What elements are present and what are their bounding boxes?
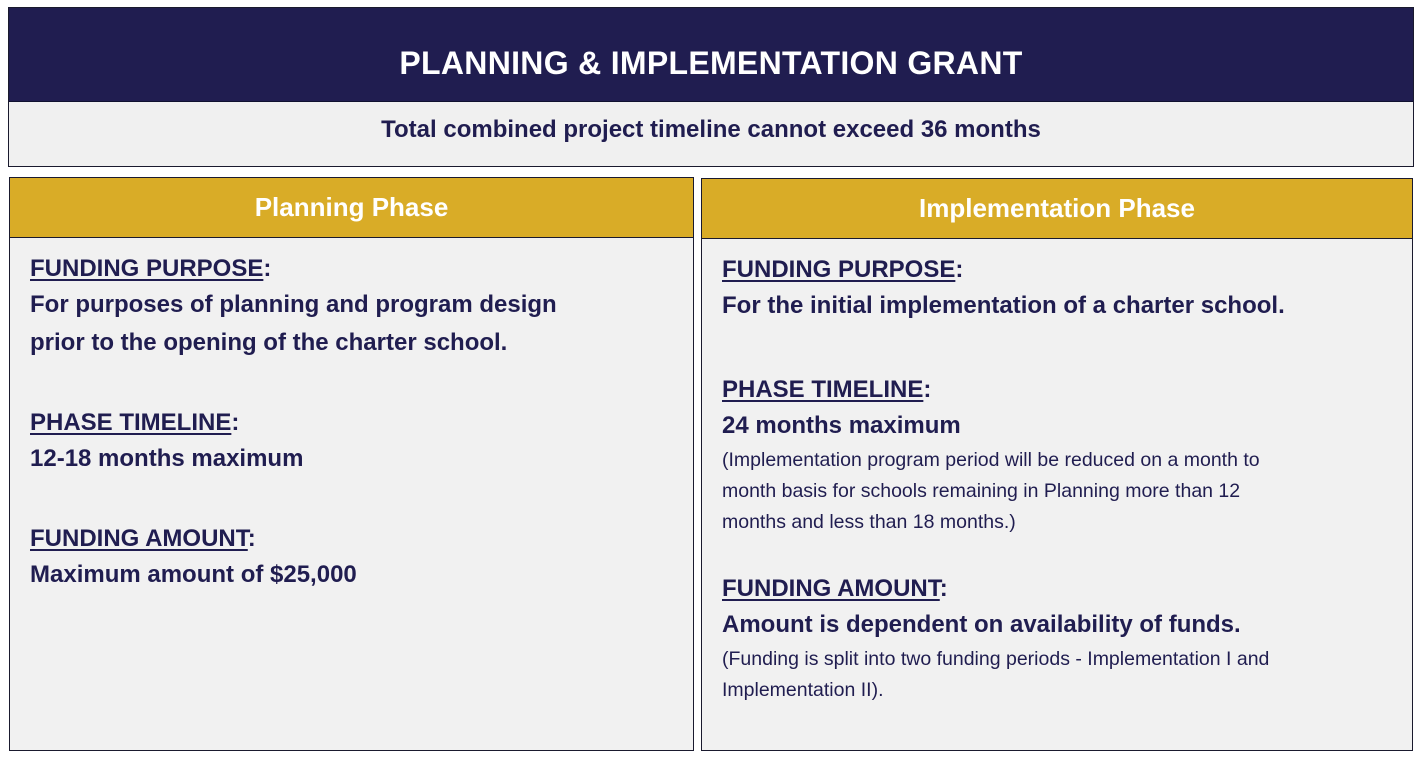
planning-phase-header [10,178,693,238]
label-colon: : [263,255,272,282]
phase-timeline-label [30,406,673,440]
phase-timeline-value: 12-18 months maximum [30,445,304,472]
funding-amount-label-text: FUNDING AMOUNT [722,575,940,602]
phase-timeline-note-line: months and less than 18 months.) [722,511,1016,533]
funding-amount-value: Amount is dependent on availability of funds. [722,611,1241,638]
funding-purpose-value-line: For purposes of planning and program design [30,291,557,318]
phase-timeline-label [722,373,1392,407]
page-title: PLANNING & IMPLEMENTATION GRANT [399,45,1023,81]
label-colon: : [231,409,240,436]
planning-phase-body [10,238,693,594]
implementation-phase-title: Implementation Phase [919,193,1195,223]
spacer [30,478,673,522]
label-colon: : [923,376,932,403]
funding-purpose-value-line: prior to the opening of the charter school. [30,329,508,356]
grant-header-box [8,7,1414,167]
spacer [722,538,1392,572]
implementation-phase-body [702,239,1412,706]
spacer [30,362,673,406]
funding-amount-label-text: FUNDING AMOUNT [30,525,248,552]
phase-timeline-label-text: PHASE TIMELINE [30,409,232,436]
label-colon: : [939,575,948,602]
phase-timeline-label-text: PHASE TIMELINE [722,376,924,403]
timeline-limit-note: Total combined project timeline cannot exceed 36 months [381,116,1041,143]
planning-phase-title: Planning Phase [254,192,449,222]
label-colon: : [955,256,964,283]
funding-purpose-label [722,253,1392,287]
phase-timeline-value: 24 months maximum [722,412,961,439]
phase-timeline-note-line: (Implementation program period will be reduced on a month to [722,449,1260,471]
funding-purpose-label-text: FUNDING PURPOSE [722,256,956,283]
funding-purpose-label-text: FUNDING PURPOSE [30,255,264,282]
title-band [9,8,1413,102]
funding-amount-note-line: (Funding is split into two funding periods - Implementation I and [722,648,1270,670]
implementation-phase-header [702,179,1412,239]
subtitle-band [9,102,1413,166]
label-colon: : [247,525,256,552]
planning-phase-panel [9,177,694,751]
funding-amount-note-line: Implementation II). [722,679,884,701]
funding-purpose-label [30,252,673,286]
implementation-phase-panel [701,178,1413,751]
funding-amount-label [722,572,1392,606]
funding-amount-label [30,522,673,556]
funding-purpose-value-line: For the initial implementation of a charter school. [722,292,1285,319]
phase-timeline-note-line: month basis for schools remaining in Planning more than 12 [722,480,1241,502]
funding-amount-value: Maximum amount of $25,000 [30,561,357,588]
spacer [722,325,1392,373]
